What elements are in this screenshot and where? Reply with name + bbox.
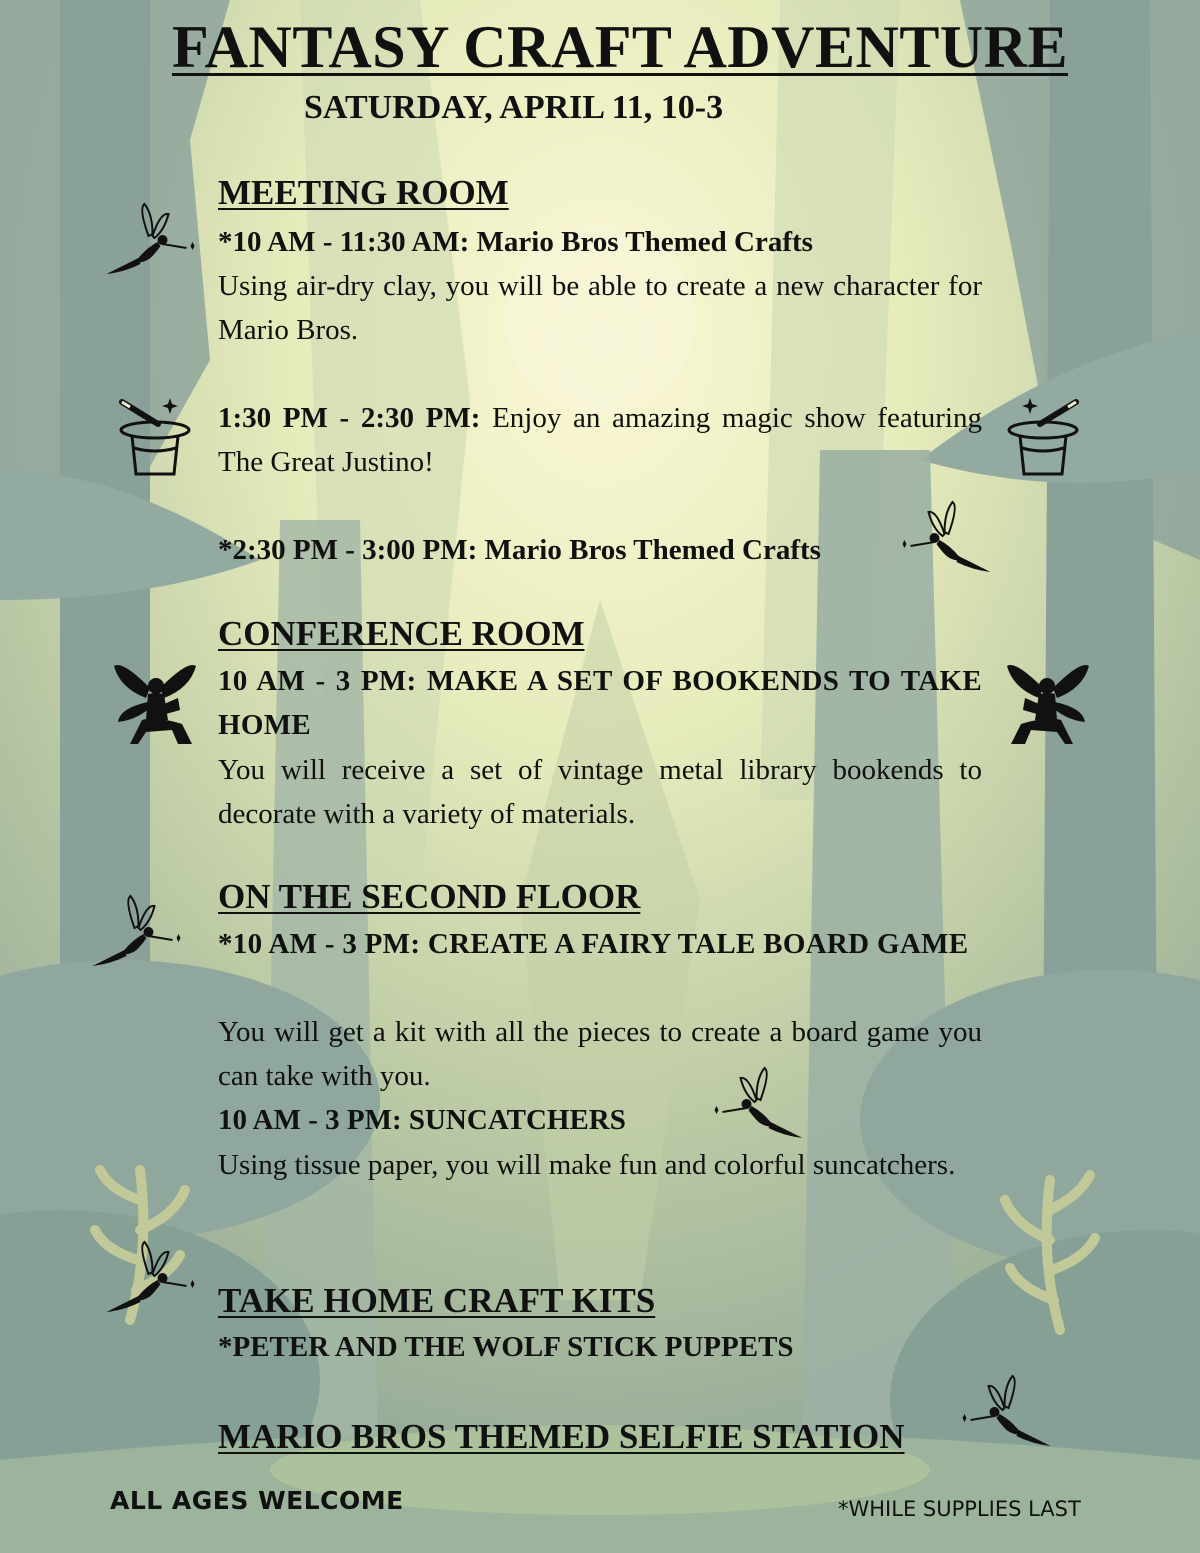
event-title: FANTASY CRAFT ADVENTURE	[171, 14, 1069, 80]
conference-room-item-desc: You will receive a set of vintage metal library bookends to decorate with a variety of materials.	[218, 754, 982, 830]
flying-fairy-icon	[100, 202, 205, 282]
second-floor-item1-desc: You will get a kit with all the pieces to create a board game you can take with you.	[218, 1016, 982, 1092]
meeting-room-item2-desc: Enjoy an amazing magic show featuring The Great Justino!	[218, 402, 982, 478]
flying-fairy-icon	[704, 1066, 809, 1146]
conference-room-heading: CONFERENCE ROOM	[218, 614, 585, 653]
magic-hat-icon	[118, 396, 192, 480]
conference-room-item-title: 10 AM - 3 PM: MAKE A SET OF BOOKENDS TO TAKE HOME	[218, 665, 982, 741]
flying-fairy-icon	[100, 1240, 205, 1320]
flying-fairy-icon	[892, 500, 997, 580]
flying-fairy-icon	[952, 1374, 1057, 1454]
magic-hat-icon	[1006, 396, 1080, 480]
second-floor-item2-title: 10 AM - 3 PM: SUNCATCHERS	[218, 1104, 626, 1136]
reading-fairy-icon	[112, 658, 197, 748]
meeting-room-item1-desc: Using air-dry clay, you will be able to create a new character for Mario Bros.	[218, 270, 982, 346]
reading-fairy-icon	[1006, 658, 1091, 748]
meeting-room-item1-title: *10 AM - 11:30 AM: Mario Bros Themed Crafts	[218, 226, 813, 258]
event-date: SATURDAY, APRIL 11, 10-3	[304, 89, 724, 126]
all-ages-note: ALL AGES WELCOME	[110, 1486, 404, 1515]
meeting-room-heading: MEETING ROOM	[218, 173, 509, 212]
meeting-room-item3-title: *2:30 PM - 3:00 PM: Mario Bros Themed Crafts	[218, 534, 821, 566]
second-floor-item2-desc: Using tissue paper, you will make fun and colorful suncatchers.	[218, 1149, 956, 1181]
take-home-item: *PETER AND THE WOLF STICK PUPPETS	[218, 1331, 794, 1363]
supplies-note: *WHILE SUPPLIES LAST	[838, 1497, 1081, 1521]
take-home-heading: TAKE HOME CRAFT KITS	[218, 1281, 656, 1320]
selfie-station-heading: MARIO BROS THEMED SELFIE STATION	[218, 1417, 905, 1456]
meeting-room-item2-time: 1:30 PM - 2:30 PM:	[218, 402, 481, 434]
second-floor-heading: ON THE SECOND FLOOR	[218, 877, 641, 916]
flying-fairy-icon	[86, 894, 191, 974]
second-floor-item1-title: *10 AM - 3 PM: CREATE A FAIRY TALE BOARD GAME	[218, 928, 969, 960]
meeting-room-item2	[218, 396, 982, 484]
